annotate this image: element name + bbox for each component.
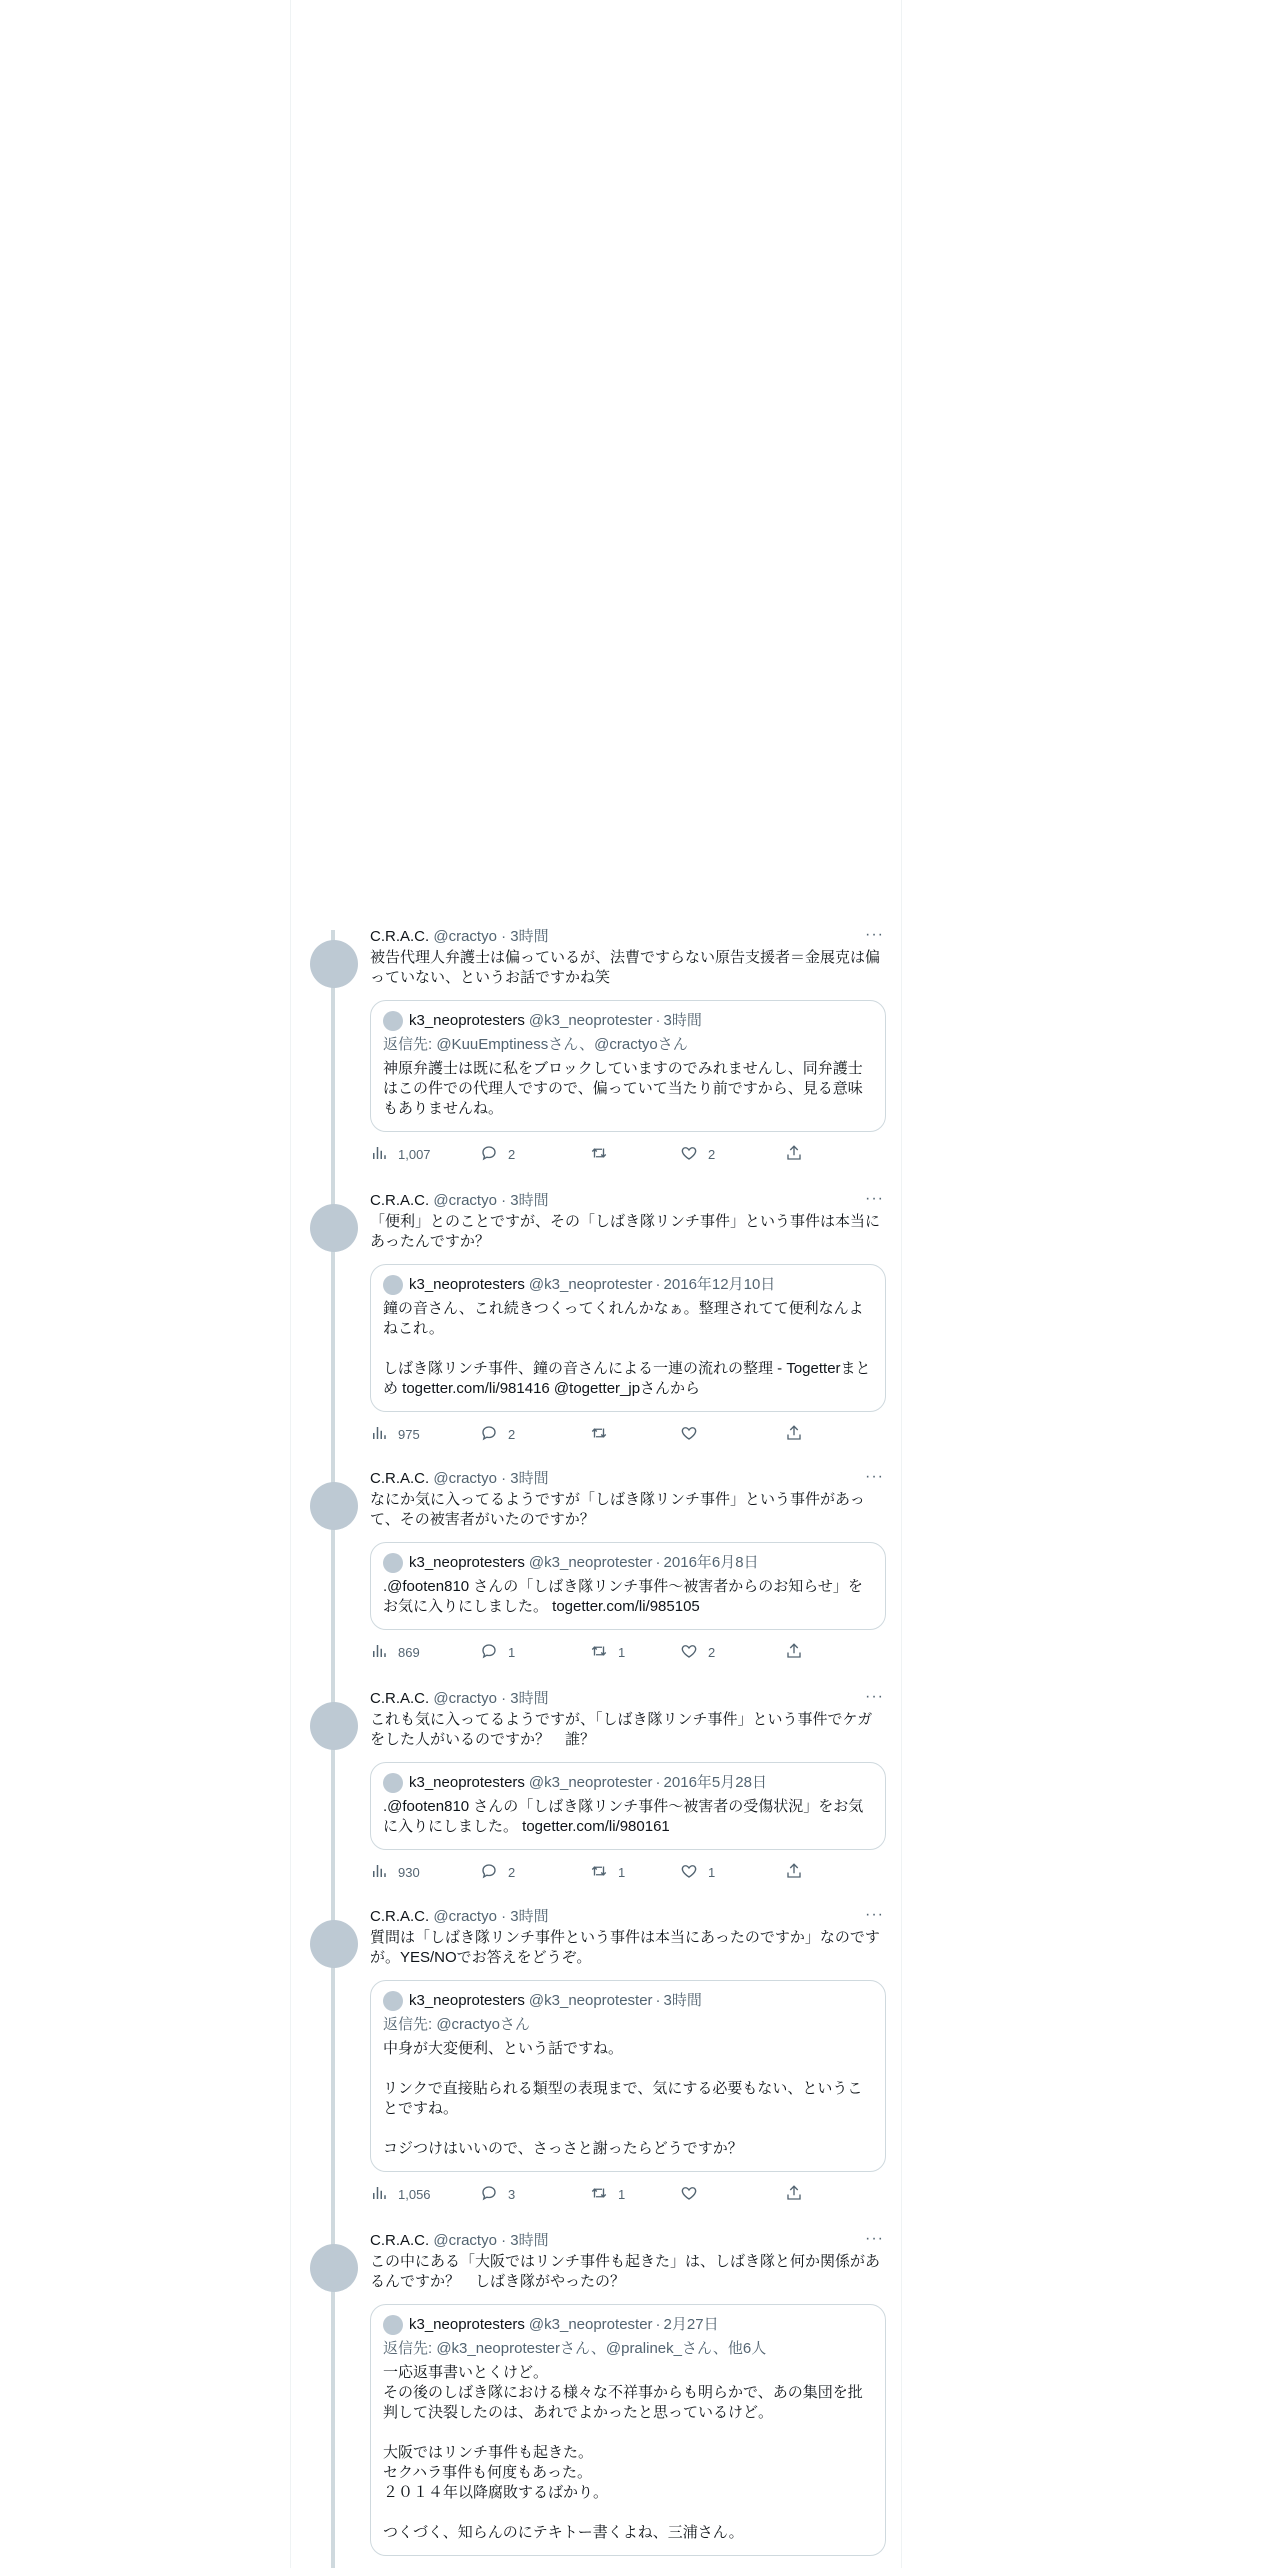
retweet-button[interactable] xyxy=(590,1144,680,1165)
like-button[interactable] xyxy=(680,2184,785,2205)
author-name[interactable]: C.R.A.C. xyxy=(370,1470,430,1487)
separator-dot: · xyxy=(501,1470,507,1487)
retweet-icon xyxy=(590,1144,618,1165)
reply-icon xyxy=(480,1424,508,1445)
tweet-text: これも気に入ってるようですが、「しばき隊リンチ事件」という事件でケガをした人がいるのですか？ 誰？ xyxy=(370,1711,873,1748)
quoted-header xyxy=(383,2315,873,2335)
reply-icon xyxy=(480,2184,508,2205)
quoted-time: 2016年12月10日 xyxy=(663,1276,776,1293)
avatar[interactable] xyxy=(310,1204,358,1252)
share-icon xyxy=(785,1642,813,1663)
tweet-time[interactable]: 3時間 xyxy=(510,928,549,945)
more-icon[interactable]: ··· xyxy=(865,926,884,943)
reply-button[interactable] xyxy=(480,1642,590,1663)
retweet-count: 1 xyxy=(618,2186,626,2202)
separator-dot: · xyxy=(501,2232,507,2249)
author-name[interactable]: C.R.A.C. xyxy=(370,2232,430,2249)
tweet-body xyxy=(370,1190,886,1444)
author-handle[interactable]: @cractyo xyxy=(433,1690,497,1707)
quoted-time: 2016年5月28日 xyxy=(663,1774,767,1791)
quoted-text: .@footen810 さんの「しばき隊リンチ事件～被害者の受傷状況」をお気に入りにしました。 togetter.com/li/980161 xyxy=(383,1798,864,1835)
quoted-text: .@footen810 さんの「しばき隊リンチ事件～被害者からのお知らせ」をお気に入りにしました。 togetter.com/li/985105 xyxy=(383,1578,863,1615)
quoted-header xyxy=(383,1773,873,1793)
views-count: 1,056 xyxy=(398,2186,431,2202)
views-count: 869 xyxy=(398,1644,420,1660)
share-button[interactable] xyxy=(785,1144,815,1165)
views-icon xyxy=(370,2184,398,2205)
tweet-body xyxy=(370,1906,886,2204)
reply-icon xyxy=(480,1642,508,1663)
reply-count: 3 xyxy=(508,2186,516,2202)
author-handle[interactable]: @cractyo xyxy=(433,928,497,945)
tweet-body xyxy=(370,2230,886,2556)
share-icon xyxy=(785,2184,813,2205)
views-button[interactable] xyxy=(370,1144,480,1165)
reply-button[interactable] xyxy=(480,2184,590,2205)
like-count: 1 xyxy=(708,1864,716,1880)
quoted-reply-to: 返信先: @KuuEmptinessさん、@cractyoさん xyxy=(383,1036,688,1053)
tweet-body xyxy=(370,926,886,1164)
views-icon xyxy=(370,1144,398,1165)
author-name[interactable]: C.R.A.C. xyxy=(370,1690,430,1707)
tweet-time[interactable]: 3時間 xyxy=(510,1470,549,1487)
reply-count: 2 xyxy=(508,1864,516,1880)
quoted-author-handle: @k3_neoprotester xyxy=(528,1276,653,1293)
author-handle[interactable]: @cractyo xyxy=(433,1192,497,1209)
quoted-author-name: k3_neoprotesters xyxy=(409,1276,525,1293)
tweet-actions xyxy=(370,1862,886,1882)
quoted-time: 2月27日 xyxy=(663,2316,719,2333)
quoted-text: 中身が大変便利、という話ですね。 リンクで直接貼られる類型の表現まで、気にする必要もない、ということですね。 コジつけはいいので、さっさと謝ったらどうですか？ xyxy=(383,2040,863,2157)
quoted-tweet[interactable] xyxy=(370,1000,886,1132)
quoted-time: 3時間 xyxy=(663,1992,702,2009)
like-count: 2 xyxy=(708,1146,716,1162)
heart-icon xyxy=(680,2184,708,2205)
quoted-avatar xyxy=(383,1991,403,2011)
like-count: 2 xyxy=(708,1644,716,1660)
reply-button[interactable] xyxy=(480,1144,590,1165)
author-handle[interactable]: @cractyo xyxy=(433,1908,497,1925)
heart-icon xyxy=(680,1424,708,1445)
separator-dot: · xyxy=(501,1690,507,1707)
separator-dot: · xyxy=(501,1192,507,1209)
tweet-text: なにか気に入ってるようですが「しばき隊リンチ事件」という事件があって、その被害者がいたのですか？ xyxy=(370,1491,865,1528)
avatar[interactable] xyxy=(310,2244,358,2292)
views-button[interactable] xyxy=(370,1862,480,1883)
author-handle[interactable]: @cractyo xyxy=(433,2232,497,2249)
views-button[interactable] xyxy=(370,2184,480,2205)
quoted-author-name: k3_neoprotesters xyxy=(409,1554,525,1571)
more-icon[interactable]: ··· xyxy=(865,1688,884,1705)
share-button[interactable] xyxy=(785,1424,815,1445)
share-button[interactable] xyxy=(785,1862,815,1883)
quoted-header xyxy=(383,1011,873,1031)
tweet-header xyxy=(370,1906,886,1928)
quoted-reply-to: 返信先: @cractyoさん xyxy=(383,2016,530,2033)
quoted-tweet[interactable] xyxy=(370,1542,886,1630)
quoted-author-name: k3_neoprotesters xyxy=(409,1774,525,1791)
heart-icon xyxy=(680,1642,708,1663)
quoted-author-handle: @k3_neoprotester xyxy=(528,1012,653,1029)
quoted-header xyxy=(383,1275,873,1295)
quoted-author-handle: @k3_neoprotester xyxy=(528,1554,653,1571)
quoted-author-handle: @k3_neoprotester xyxy=(528,1992,653,2009)
retweet-icon xyxy=(590,1862,618,1883)
separator-dot: · xyxy=(655,1554,661,1571)
retweet-count: 1 xyxy=(618,1864,626,1880)
tweet-body xyxy=(370,1688,886,1882)
heart-icon xyxy=(680,1862,708,1883)
share-icon xyxy=(785,1144,813,1165)
reply-icon xyxy=(480,1862,508,1883)
tweet-time[interactable]: 3時間 xyxy=(510,1908,549,1925)
retweet-button[interactable] xyxy=(590,1424,680,1445)
views-count: 975 xyxy=(398,1426,420,1442)
heart-icon xyxy=(680,1144,708,1165)
views-count: 1,007 xyxy=(398,1146,431,1162)
tweet-text: 「便利」とのことですが、その「しばき隊リンチ事件」という事件は本当にあったんですか？ xyxy=(370,1213,881,1250)
share-icon xyxy=(785,1862,813,1883)
retweet-button[interactable] xyxy=(590,1862,680,1883)
quoted-tweet[interactable] xyxy=(370,1762,886,1850)
share-button[interactable] xyxy=(785,1642,815,1663)
like-button[interactable] xyxy=(680,1642,785,1663)
tweet-time[interactable]: 3時間 xyxy=(510,1192,549,1209)
separator-dot: · xyxy=(501,928,507,945)
views-count: 930 xyxy=(398,1864,420,1880)
reply-button[interactable] xyxy=(480,1424,590,1445)
tweet-time[interactable]: 3時間 xyxy=(510,2232,549,2249)
reply-count: 2 xyxy=(508,1146,516,1162)
tweet-text: 質問は「しばき隊リンチ事件という事件は本当にあったのですか」なのですが。YES/NOでお答えをどうぞ。 xyxy=(370,1929,880,1966)
quoted-reply-to: 返信先: @k3_neoprotesterさん、@pralinek_さん、他6人 xyxy=(383,2340,767,2357)
quoted-tweet[interactable] xyxy=(370,1980,886,2172)
like-button[interactable] xyxy=(680,1144,785,1165)
reply-icon xyxy=(480,1144,508,1165)
separator-dot: · xyxy=(501,1908,507,1925)
views-button[interactable] xyxy=(370,1424,480,1445)
quoted-author-name: k3_neoprotesters xyxy=(409,2316,525,2333)
quoted-time: 2016年6月8日 xyxy=(663,1554,759,1571)
retweet-button[interactable] xyxy=(590,1642,680,1663)
reply-count: 1 xyxy=(508,1644,516,1660)
separator-dot: · xyxy=(655,2316,661,2333)
quoted-text: 神原弁護士は既に私をブロックしていますのでみれませんし、同弁護士はこの件での代理人ですので、偏っていて当たり前ですから、見る意味もありませんね。 xyxy=(383,1060,863,1117)
quoted-avatar xyxy=(383,1773,403,1793)
quoted-author-name: k3_neoprotesters xyxy=(409,1012,525,1029)
avatar[interactable] xyxy=(310,1482,358,1530)
avatar[interactable] xyxy=(310,1920,358,1968)
tweet-actions xyxy=(370,1642,886,1662)
like-button[interactable] xyxy=(680,1862,785,1883)
quoted-author-name: k3_neoprotesters xyxy=(409,1992,525,2009)
quoted-header xyxy=(383,1553,873,1573)
separator-dot: · xyxy=(655,1774,661,1791)
tweet-header xyxy=(370,2230,886,2252)
author-name[interactable]: C.R.A.C. xyxy=(370,1192,430,1209)
tweet-actions xyxy=(370,2184,886,2204)
retweet-count: 1 xyxy=(618,1644,626,1660)
views-icon xyxy=(370,1642,398,1663)
retweet-icon xyxy=(590,1424,618,1445)
author-name[interactable]: C.R.A.C. xyxy=(370,928,430,945)
quoted-avatar xyxy=(383,1553,403,1573)
tweet-time[interactable]: 3時間 xyxy=(510,1690,549,1707)
reply-count: 2 xyxy=(508,1426,516,1442)
quoted-author-handle: @k3_neoprotester xyxy=(528,2316,653,2333)
views-button[interactable] xyxy=(370,1642,480,1663)
views-icon xyxy=(370,1424,398,1445)
author-name[interactable]: C.R.A.C. xyxy=(370,1908,430,1925)
quoted-time: 3時間 xyxy=(663,1012,702,1029)
tweet-text: この中にある「大阪ではリンチ事件も起きた」は、しばき隊と何か関係があるんですか？ しばき隊がやったの？ xyxy=(370,2253,881,2290)
retweet-button[interactable] xyxy=(590,2184,680,2205)
quoted-tweet[interactable] xyxy=(370,2304,886,2556)
quoted-header xyxy=(383,1991,873,2011)
author-handle[interactable]: @cractyo xyxy=(433,1470,497,1487)
like-button[interactable] xyxy=(680,1424,785,1445)
quoted-avatar xyxy=(383,1011,403,1031)
more-icon[interactable]: ··· xyxy=(865,1190,884,1207)
separator-dot: · xyxy=(655,1012,661,1029)
tweet-header xyxy=(370,926,886,948)
quoted-text: 一応返事書いとくけど。 その後のしばき隊における様々な不祥事からも明らかで、あの集団を批判して決裂したのは、あれでよかったと思っているけど。 大阪ではリンチ事件も起きた。 セクハラ事件も何度もあった。 ２０１４年以降腐敗するばかり。 つくづく、知らんのにテキトー書くよね、三浦さん。 xyxy=(383,2364,863,2541)
quoted-author-handle: @k3_neoprotester xyxy=(528,1774,653,1791)
quoted-avatar xyxy=(383,1275,403,1295)
separator-dot: · xyxy=(655,1992,661,2009)
retweet-icon xyxy=(590,1642,618,1663)
tweet-text: 被告代理人弁護士は偏っているが、法曹ですらない原告支援者＝金展克は偏っていない、というお話ですかね笑 xyxy=(370,949,881,986)
avatar[interactable] xyxy=(310,940,358,988)
separator-dot: · xyxy=(655,1276,661,1293)
more-icon[interactable]: ··· xyxy=(865,1468,884,1485)
more-icon[interactable]: ··· xyxy=(865,2230,884,2247)
share-button[interactable] xyxy=(785,2184,815,2205)
quoted-avatar xyxy=(383,2315,403,2335)
retweet-icon xyxy=(590,2184,618,2205)
views-icon xyxy=(370,1862,398,1883)
more-icon[interactable]: ··· xyxy=(865,1906,884,1923)
share-icon xyxy=(785,1424,813,1445)
tweet-header xyxy=(370,1688,886,1710)
tweet-body xyxy=(370,1468,886,1662)
tweet-actions xyxy=(370,1144,886,1164)
quoted-tweet[interactable] xyxy=(370,1264,886,1412)
avatar[interactable] xyxy=(310,1702,358,1750)
tweet-header xyxy=(370,1190,886,1212)
quoted-text: 鐘の音さん、これ続きつくってくれんかなぁ。整理されてて便利なんよねこれ。 しばき隊リンチ事件、鐘の音さんによる一連の流れの整理 - Togetterまとめ togetter.com/li/981416 @togetter_jpさんから xyxy=(383,1300,871,1397)
reply-button[interactable] xyxy=(480,1862,590,1883)
tweet-actions xyxy=(370,1424,886,1444)
tweet-header xyxy=(370,1468,886,1490)
